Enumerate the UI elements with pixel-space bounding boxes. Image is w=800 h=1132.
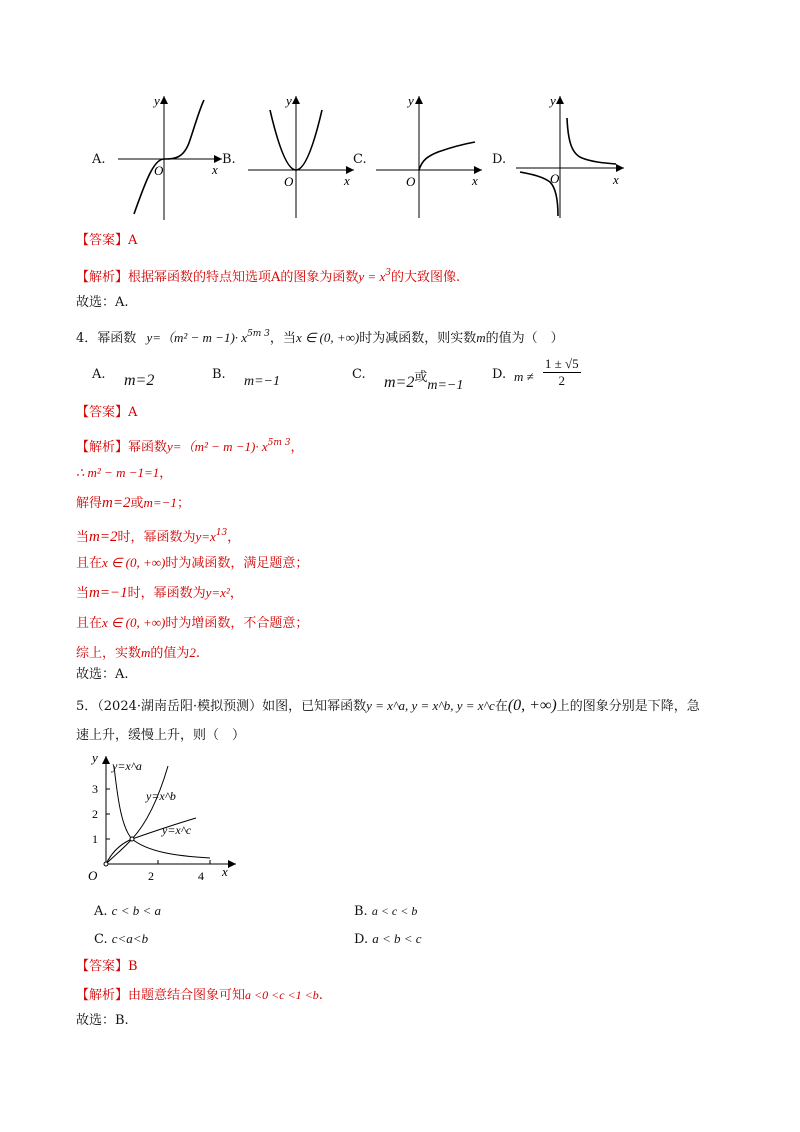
q4-option-c-value [384,366,464,393]
line-math: m=−1 [143,495,177,510]
q5-y-tick-2: 2 [92,807,98,821]
q5-option-c [94,930,148,949]
q5-curve-b-label: y=x^b [146,789,176,803]
line-math: m=−1 [89,585,128,601]
q5-stem-line-1 [76,697,700,716]
q3-graph-d [512,90,630,225]
q4-choice: 故选：A. [76,667,129,682]
q4-option-d-label: D. [492,367,507,382]
q3-answer [76,232,137,250]
line-text: 时为减函数，满足题意； [165,556,309,571]
line-exponent: 13 [215,528,228,538]
option-value: c < b < a [111,903,161,918]
option-c-value-a: m=2 [384,374,415,391]
option-label: B. [354,904,368,919]
line-math: m=2 [102,495,131,511]
analysis-math: a <0 <c <1 <b [245,988,319,1002]
q5-curve-c-label: y=x^c [162,823,192,837]
line-math: y=x [195,529,216,544]
answer-tag: 【答案】 [76,959,129,974]
analysis-tag: 【解析】 [76,988,129,1003]
option-d-neq: m ≠ [514,369,534,384]
q4-option-b-label: B. [212,367,226,382]
q4-analysis-line-1 [76,434,304,457]
fraction-denominator: 2 [558,373,566,388]
q4-option-a-value: m=2 [124,372,155,389]
q4-analysis-line-6 [76,584,243,603]
q4-analysis-line-3 [76,494,190,513]
q3-graph-c [372,90,487,225]
option-d-fraction [543,356,581,389]
question-number: 5． [76,699,98,714]
stem-text: 幂函数 [97,331,137,346]
option-c-value-b: m=−1 [427,378,464,393]
q3-analysis [76,264,460,287]
line-math: y=（m² − m −1)· x [167,439,268,454]
stem-text: 上的图象分别是下降，急 [556,699,700,714]
option-label: D. [354,932,369,947]
stem-text: 时为减函数，则实数 [359,331,477,346]
q3-b-y-label: y [286,93,292,108]
option-c-or: 或 [414,370,428,385]
stem-text: （2024·湖南岳阳·模拟预测）如图，已知幂函数 [97,699,367,714]
q3-figure-row [0,0,800,230]
q3-c-y-label: y [408,93,414,108]
line-text: ， [290,440,304,455]
q5-option-b [354,902,417,921]
analysis-tail: . [318,988,323,1003]
q4-option-d-value [514,356,581,389]
stem-condition: x ∈ (0, +∞) [295,330,360,345]
q5-x-tick-4: 4 [198,869,204,883]
line-text: 时，幂函数为 [117,530,196,545]
q5-choice: 故选：B. [76,1013,129,1028]
option-label: C. [94,932,108,947]
line-math: x ∈ (0, +∞) [102,615,166,630]
line-text: ， [159,466,173,481]
answer-value: A [128,405,138,420]
q4-option-b-value: m=−1 [244,374,281,389]
q3-option-c-label: C. [353,152,367,167]
q3-choice: 故选：A. [76,295,129,310]
analysis-text: 根据幂函数的特点知选项A的图象为函数 [128,270,359,285]
analysis-tail: 的大致图像. [390,270,461,285]
q5-answer [76,958,138,976]
q5-origin-label: O [88,868,98,883]
answer-tag: 【答案】 [76,405,129,420]
q4-analysis-line-4 [76,524,240,547]
option-label: A. [94,904,108,919]
q3-a-y-label: y [154,93,160,108]
analysis-math: y = x [358,269,386,284]
line-text: 时，幂函数为 [127,586,206,601]
answer-value: B [128,959,138,974]
q5-option-d [354,930,422,949]
q5-x-tick-2: 2 [148,869,154,883]
fraction-numerator: 1 ± √5 [544,356,579,371]
line-text: 当 [76,586,90,601]
q3-c-x-label: x [472,173,478,188]
stem-text: 在 [494,699,508,714]
line-text: ， [227,530,241,545]
stem-text: ，当 [269,331,296,346]
q5-analysis [76,986,323,1005]
q4-analysis-line-2 [76,464,172,483]
q3-option-b-label: B. [222,152,236,167]
line-exponent: 5m 3 [267,438,291,448]
line-text: 解得 [76,496,103,511]
line-text: ， [229,586,243,601]
analysis-tag: 【解析】 [76,440,129,455]
line-text: 且在 [76,616,103,631]
option-value: c<a<b [111,931,149,946]
line-math: m [141,645,151,660]
q3-d-origin: O [550,171,560,186]
q5-graph [70,752,240,887]
q4-analysis-line-7 [76,614,308,633]
line-math: x ∈ (0, +∞) [102,555,166,570]
line-math: m=2 [89,529,118,545]
q3-d-y-label: y [550,93,556,108]
stem-text: 的值为（ ） [485,331,564,346]
q4-stem [76,325,564,348]
line-text: 且在 [76,556,103,571]
line-text: 时为增函数，不合题意； [165,616,309,631]
q4-option-a-label: A. [92,367,106,382]
stem-variable: m [476,330,486,345]
q3-a-origin: O [154,163,164,178]
stem-interval: (0, +∞) [507,697,557,714]
line-text: 综上，实数 [76,646,142,661]
q5-y-tick-3: 3 [92,782,98,796]
line-text: 幂函数 [128,440,168,455]
q3-b-origin: O [284,174,294,189]
line-math: ∴ m² − m −1=1 [76,465,160,480]
line-math: 2 [189,645,196,660]
q5-curve-a-label: y=x^a [112,759,142,773]
q4-answer [76,404,137,422]
q3-graph-a [112,90,227,225]
line-text: 当 [76,530,90,545]
stem-function: y=（m² − m −1)· x [146,330,248,345]
analysis-exponent: 3 [385,268,391,278]
q5-option-a [94,902,161,921]
q3-option-a-label: A. [92,152,106,167]
q3-d-x-label: x [613,172,619,187]
line-text: . [195,646,201,661]
answer-tag: 【答案】 [76,233,129,248]
q5-x-axis-label: x [222,864,228,879]
question-number: 4． [76,331,98,346]
line-math: y=x² [205,585,230,600]
q5-stem-line-2: 速上升，缓慢上升，则（ ） [76,728,246,743]
q3-a-x-label: x [212,162,218,177]
line-text: 或 [130,496,144,511]
q3-c-origin: O [406,174,416,189]
answer-value: A [128,233,138,248]
q5-y-axis-label: y [92,752,98,765]
stem-functions: y = x^a, y = x^b, y = x^c [366,698,495,713]
q3-option-d-label: D. [492,152,507,167]
q5-y-tick-1: 1 [92,832,98,846]
line-text: ； [176,496,190,511]
line-text: 的值为 [150,646,190,661]
q4-analysis-line-8 [76,644,200,663]
q4-option-c-label: C. [352,367,366,382]
q3-graph-b [244,90,359,225]
stem-exponent: 5m 3 [247,329,270,339]
option-value: a < c < b [371,904,418,918]
q4-analysis-line-5 [76,554,308,573]
q3-b-x-label: x [344,173,350,188]
option-value: a < b < c [372,931,422,946]
analysis-tag: 【解析】 [76,270,129,285]
analysis-text: 由题意结合图象可知 [128,988,246,1003]
